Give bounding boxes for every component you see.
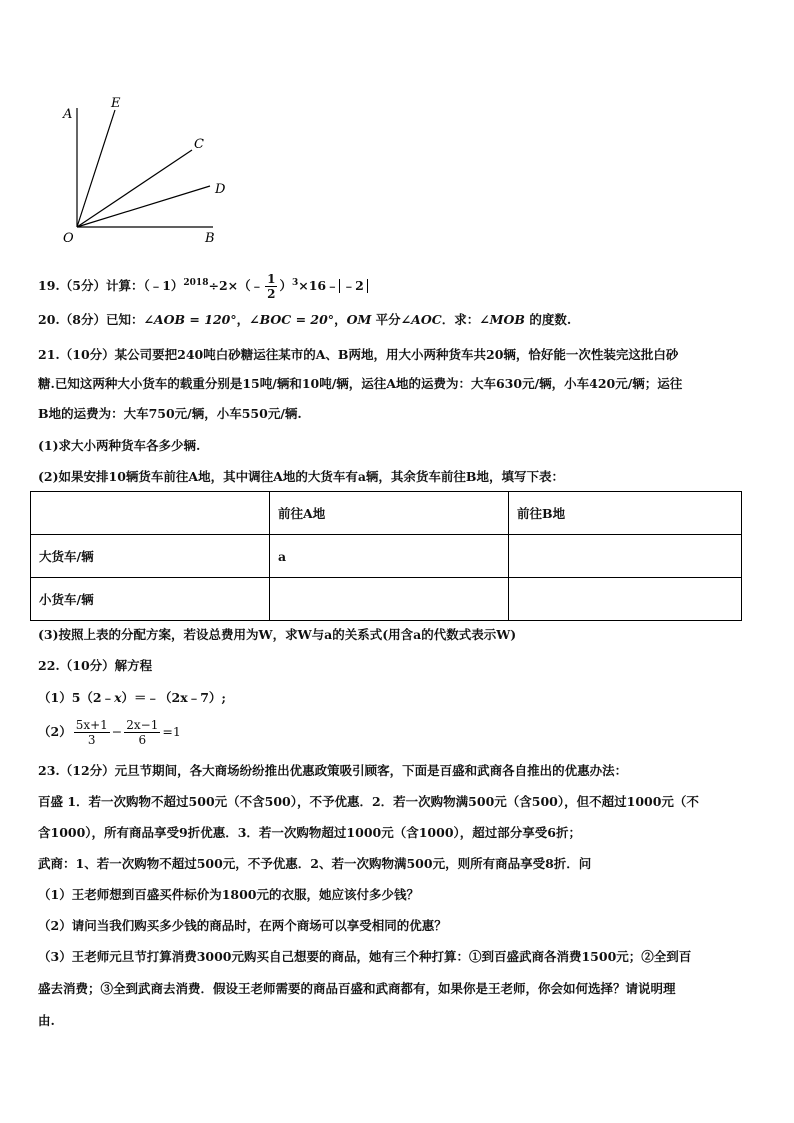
q23-question-3b: 盛去消费；③全到武商去消费．假设王老师需要的商品百盛和武商都有，如果你是王老师，你会如何选择？请说明理	[38, 981, 676, 996]
ray-od	[77, 186, 210, 227]
q19-mid1: ÷2×（﹣	[208, 278, 264, 293]
label-o: O	[63, 231, 74, 246]
table-header-cell: 前往A地	[270, 492, 509, 535]
q20-boc: ∠BOC = 20°	[249, 312, 335, 327]
q22-eq2-frac2-num: 2x−1	[126, 718, 159, 732]
q19-prefix: 19.（5分）计算：（﹣1）	[38, 278, 184, 293]
q22-eq1-x: x	[114, 690, 122, 705]
q20-sep1: ，	[236, 312, 250, 327]
q23-question-3c: 由.	[38, 1013, 55, 1028]
q20-prefix: 20.（8分）已知：	[38, 312, 144, 327]
q20-sep2: ，	[334, 312, 347, 327]
q22-title: 22.（10分）解方程	[38, 658, 153, 673]
q19-mid2: ）	[279, 278, 292, 293]
q19-exp1: 2018	[183, 277, 209, 288]
angle-diagram	[55, 90, 255, 250]
label-c: C	[194, 137, 204, 152]
label-d: D	[215, 182, 226, 197]
question-19	[38, 272, 368, 301]
q21-line3: B地的运费为：大车750元/辆，小车550元/辆.	[38, 406, 302, 421]
ray-oe	[77, 110, 115, 227]
q23-baisheng-1: 百盛 1．若一次购物不超过500元（不含500），不予优惠．2．若一次购物满500元（含500），但不超过1000元（不	[38, 794, 699, 809]
q19-exp2: 3	[292, 277, 299, 288]
table-cell	[509, 535, 742, 578]
q21-line1: 21.（10分）某公司要把240吨白砂糖运往某市的A、B两地，用大小两种货车共20辆，恰好能一次性装完这批白砂	[38, 347, 679, 362]
angle-figure	[55, 90, 255, 250]
q19-fraction	[265, 272, 277, 301]
q19-mid3: ×16﹣	[298, 278, 339, 293]
q22-eq1-suffix: ）＝﹣（2x﹣7）;	[121, 690, 227, 705]
q22-eq2-rhs: =1	[162, 724, 181, 739]
q20-mid: 平分	[371, 312, 401, 327]
q19-frac-den: 2	[267, 287, 276, 301]
table-cell: 小货车/辆	[31, 578, 270, 621]
ray-oc	[77, 150, 192, 227]
q22-eq2	[38, 714, 181, 750]
q22-eq2-frac1-den: 3	[87, 733, 96, 747]
q23-question-3a: （3）王老师元旦节打算消费3000元购买自己想要的商品，她有三个种打算：①到百盛武商各消费1500元；②全到百	[38, 949, 692, 964]
q22-eq2-minus: −	[111, 724, 123, 739]
q22-eq2-frac1	[74, 718, 110, 747]
table-header-row	[31, 492, 742, 535]
q22-eq2-prefix: （2）	[38, 724, 72, 739]
q20-aob: ∠AOB = 120°	[143, 312, 237, 327]
q21-part2: (2)如果安排10辆货车前往A地，其中调往A地的大货车有a辆，其余货车前往B地，填写下表：	[38, 469, 564, 484]
table-cell: a	[270, 535, 509, 578]
label-b: B	[205, 231, 215, 246]
q22-eq1	[38, 689, 226, 707]
table-row	[31, 535, 742, 578]
label-a: A	[63, 107, 73, 122]
q22-eq1-prefix: （1）5（2﹣	[38, 690, 115, 705]
q23-baisheng-2: 含1000），所有商品享受9折优惠．3．若一次购物超过1000元（含1000），超过部分享受6折；	[38, 825, 581, 840]
table-cell	[270, 578, 509, 621]
table-header-cell	[31, 492, 270, 535]
q23-question-2: （2）请问当我们购买多少钱的商品时，在两个商场可以享受相同的优惠？	[38, 918, 447, 933]
label-e: E	[111, 96, 121, 111]
q19-frac-num: 1	[267, 272, 276, 286]
allocation-table	[30, 491, 742, 621]
q22-eq2-frac1-num: 5x+1	[75, 718, 108, 732]
q23-question-1: （1）王老师想到百盛买件标价为1800元的衣服，她应该付多少钱？	[38, 887, 419, 902]
q23-title: 23.（12分）元旦节期间，各大商场纷纷推出优惠政策吸引顾客，下面是百盛和武商各自推出的优惠办法：	[38, 763, 628, 778]
q21-part3: (3)按照上表的分配方案，若设总费用为W，求W与a的关系式(用含a的代数式表示W)	[38, 627, 517, 642]
q20-mob: ∠MOB	[479, 312, 525, 327]
table-row	[31, 578, 742, 621]
q20-om: OM	[346, 312, 372, 327]
q19-abs: ﹣2	[339, 279, 368, 293]
table-cell	[509, 578, 742, 621]
table-header-cell: 前往B地	[509, 492, 742, 535]
q21-part1: (1)求大小两种货车各多少辆.	[38, 438, 201, 453]
q21-line2: 糖.已知这两种大小货车的载重分别是15吨/辆和10吨/辆，运往A地的运费为：大车630元/辆，小车420元/辆；运往	[38, 376, 683, 391]
q22-eq2-frac2-den: 6	[138, 733, 147, 747]
table-cell: 大货车/辆	[31, 535, 270, 578]
q22-eq2-frac2	[124, 718, 160, 747]
q20-suffix: 的度数.	[524, 312, 572, 327]
question-20	[38, 311, 571, 329]
q20-mid2: ．求：	[441, 312, 480, 327]
q23-wushang: 武商：1、若一次购物不超过500元，不予优惠．2、若一次购物满500元，则所有商品享受8折．问	[38, 856, 592, 871]
q20-aoc: ∠AOC	[400, 312, 442, 327]
